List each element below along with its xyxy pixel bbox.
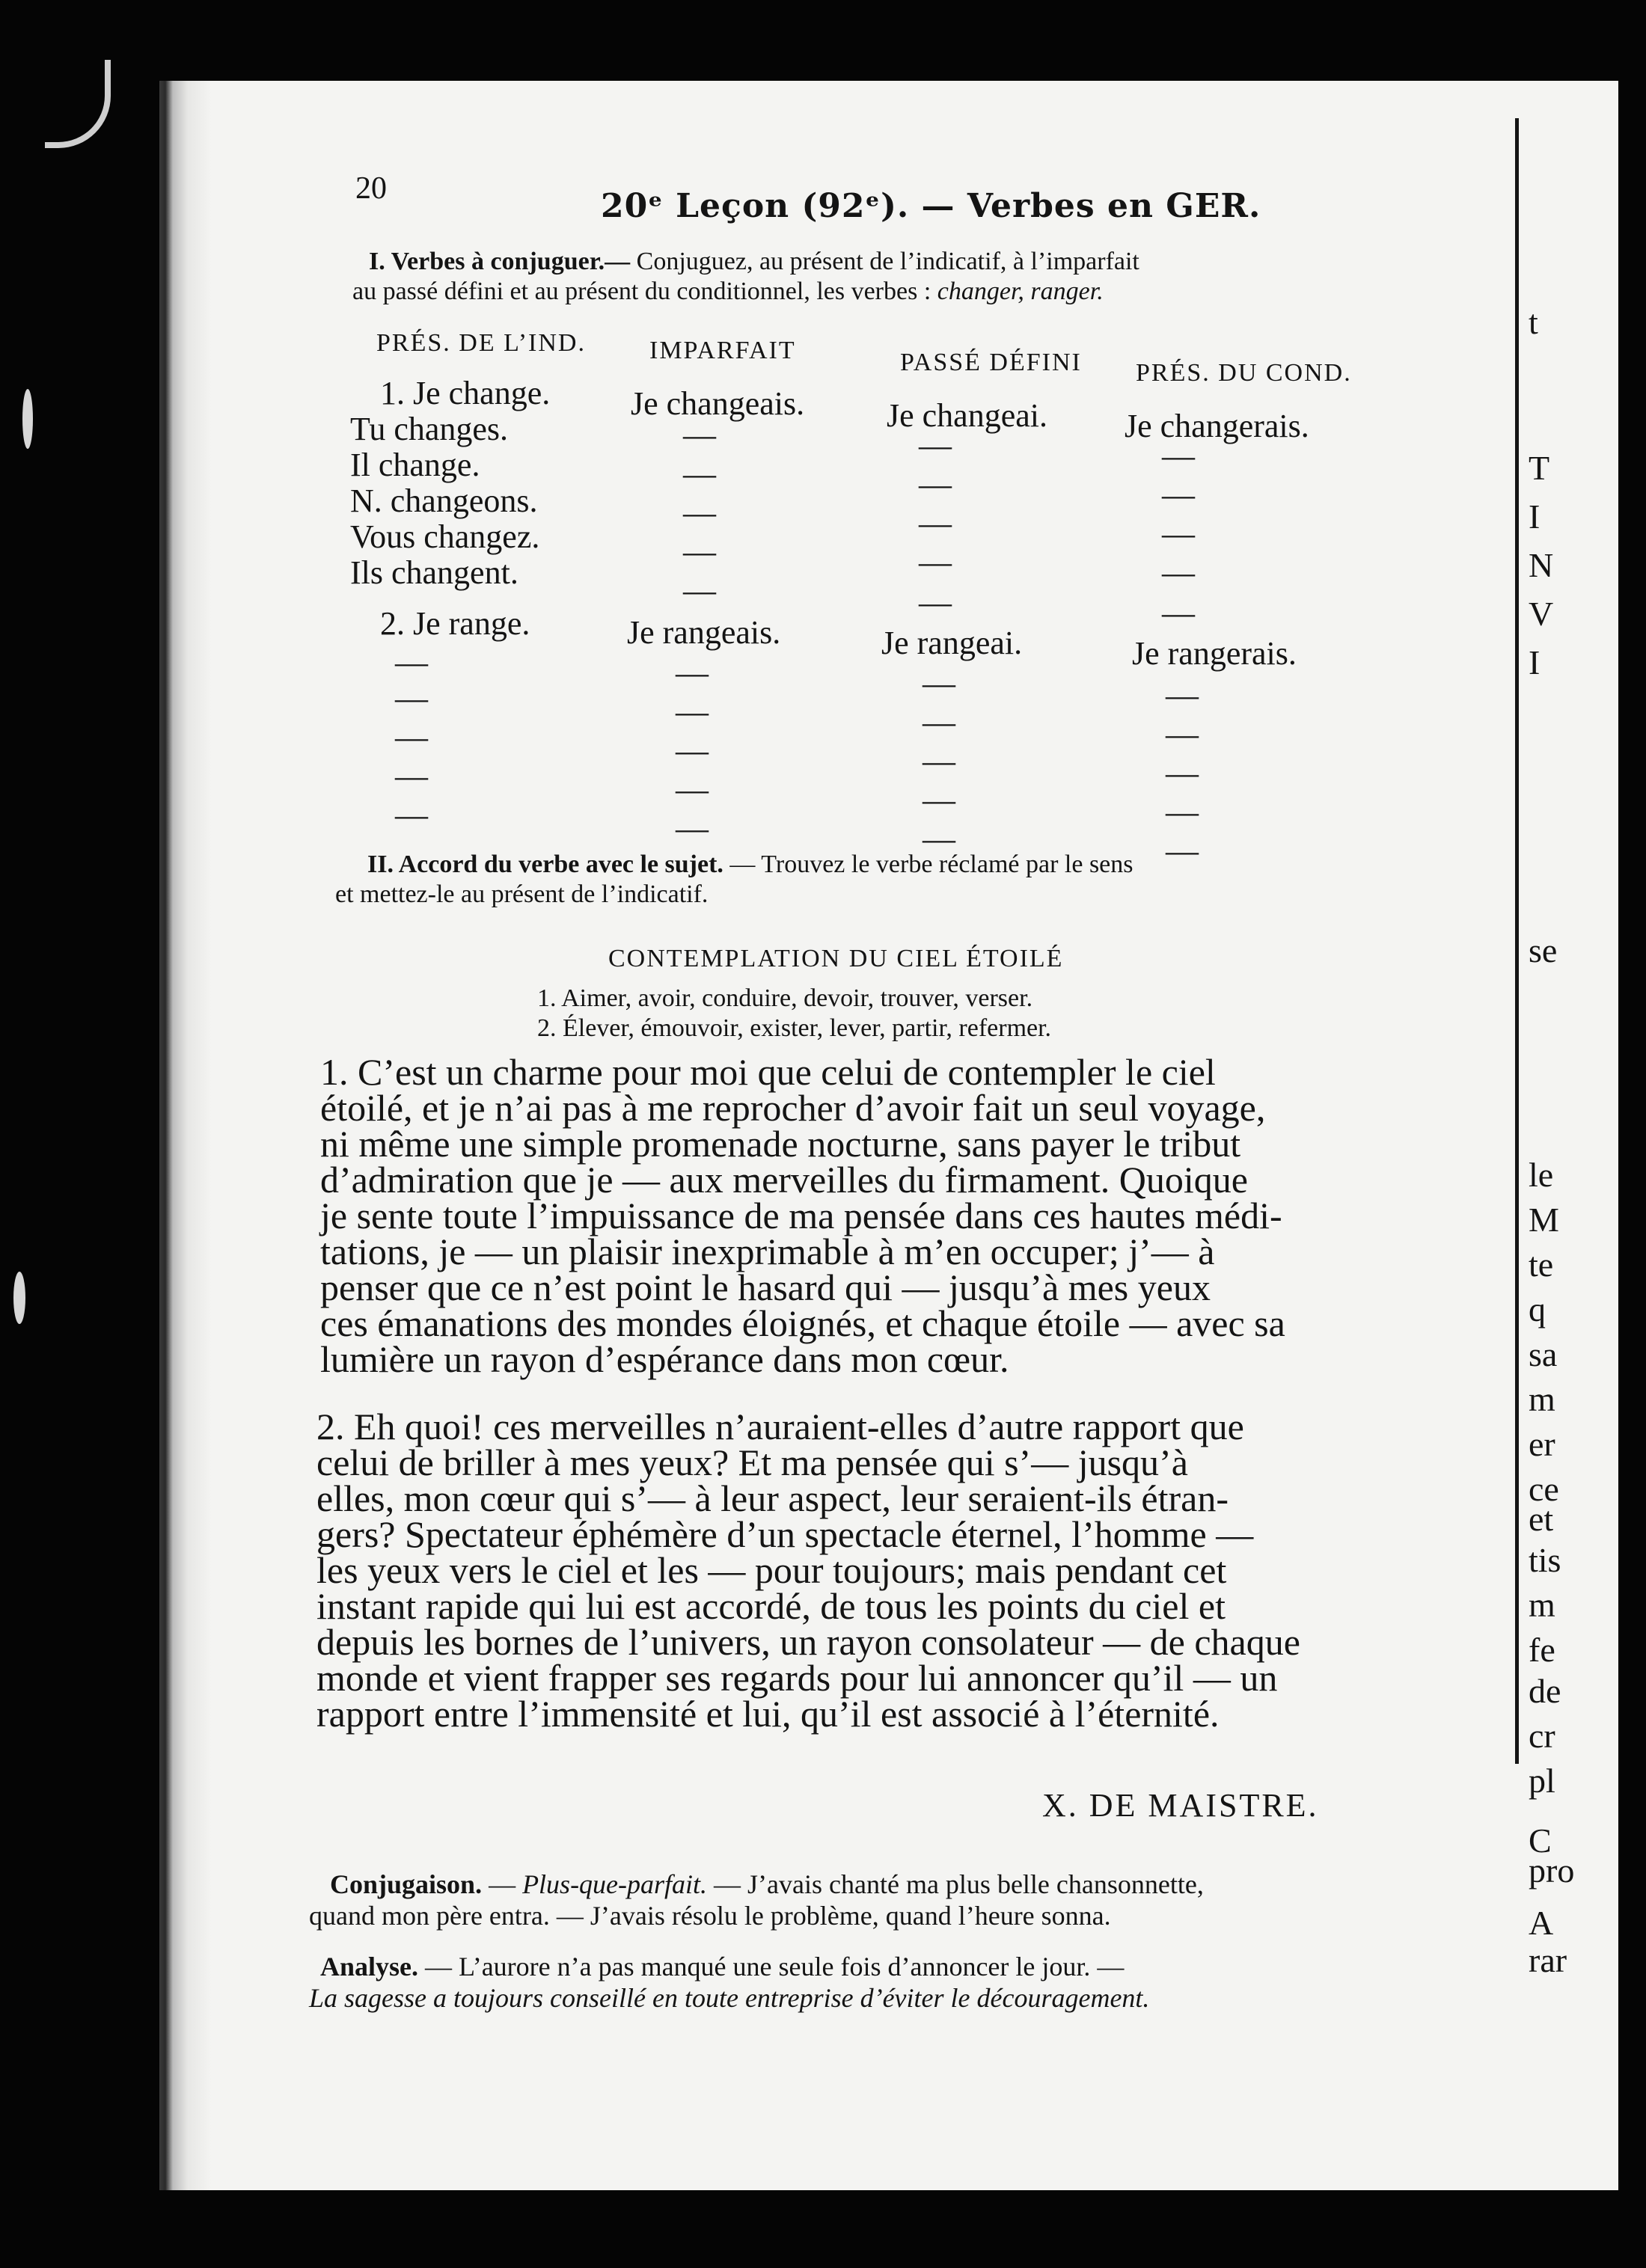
blank-dash: — xyxy=(676,771,709,808)
conj-ranger-cond: Je rangerais. xyxy=(1132,635,1297,672)
blank-dash: — xyxy=(1162,554,1195,591)
section2-line2: et mettez-le au présent de l’indicatif. xyxy=(335,880,709,908)
author: X. DE MAISTRE. xyxy=(1042,1787,1319,1824)
scan-artifact-mark xyxy=(13,1272,25,1324)
conj-changer-3: Il change. xyxy=(350,447,480,483)
facing-page-letter: t xyxy=(1529,303,1538,341)
page-binding-edge xyxy=(159,81,212,2190)
facing-page-letter: I xyxy=(1529,497,1541,536)
paragraph1-line: je sente toute l’impuissance de ma pensée dans ces hautes médi- xyxy=(320,1195,1282,1236)
paragraph2-line: depuis les bornes de l’univers, un rayon consolateur — de chaque xyxy=(316,1621,1300,1663)
facing-page-letter: I xyxy=(1529,643,1541,681)
blank-dash: — xyxy=(923,782,955,818)
paragraph1-line: penser que ce n’est point le hasard qui — jusqu’à mes yeux xyxy=(320,1266,1211,1308)
facing-page-letter: V xyxy=(1529,595,1554,633)
analyse-line1 xyxy=(320,1951,1124,1982)
running-head: 20ᵉ Leçon (92ᵉ). — Verbes en GER. xyxy=(601,187,1261,225)
facing-page-letter: er xyxy=(1529,1425,1555,1463)
facing-page-letter: A xyxy=(1529,1904,1554,1942)
facing-page-letter: N xyxy=(1529,546,1554,584)
blank-dash: — xyxy=(1166,755,1199,791)
conj-ranger-passe: Je rangeai. xyxy=(881,625,1023,661)
conj-changer-cond: Je changerais. xyxy=(1125,408,1309,444)
blank-dash: — xyxy=(395,758,428,794)
facing-page-letter: rar xyxy=(1529,1941,1567,1979)
blank-dash: — xyxy=(919,427,952,464)
conj-changer-2: Tu changes. xyxy=(350,411,509,447)
page-number: 20 xyxy=(355,171,387,206)
paragraph1-line: 1. C’est un charme pour moi que celui de contempler le ciel xyxy=(320,1051,1216,1093)
conjugaison-line2: quand mon père entra. — J’avais résolu le problème, quand l’heure sonna. xyxy=(309,1901,1111,1931)
paragraph2-line: les yeux vers le ciel et les — pour toujours; mais pendant cet xyxy=(316,1549,1227,1591)
exercise-title: CONTEMPLATION DU CIEL ÉTOILÉ xyxy=(608,945,1064,972)
paragraph2-line: celui de briller à mes yeux? Et ma pensée qui s’— jusqu’à xyxy=(316,1441,1188,1483)
facing-page-letter: cr xyxy=(1529,1717,1555,1755)
header-passe-defini: PASSÉ DÉFINI xyxy=(900,349,1082,376)
header-conditionnel: PRÉS. DU COND. xyxy=(1136,359,1352,387)
exercise-verbs-1: 1. Aimer, avoir, conduire, devoir, trouver, verser. xyxy=(537,984,1033,1012)
facing-page-letter: tis xyxy=(1529,1541,1561,1579)
blank-dash: — xyxy=(676,693,709,730)
blank-dash: — xyxy=(395,644,428,681)
facing-page-fragment xyxy=(1529,81,1618,2190)
conj-ranger-1: 2. Je range. xyxy=(380,605,530,642)
facing-page-letter: te xyxy=(1529,1245,1554,1284)
facing-page-letter: pl xyxy=(1529,1762,1555,1800)
facing-page-letter: C xyxy=(1529,1821,1552,1860)
section1-line2-text: au passé défini et au présent du conditionnel, les verbes : xyxy=(352,278,931,305)
paragraph1-line: étoilé, et je n’ai pas à me reprocher d’avoir fait un seul voyage, xyxy=(320,1087,1266,1129)
facing-page-letter: M xyxy=(1529,1201,1559,1239)
blank-dash: — xyxy=(919,505,952,542)
blank-dash: — xyxy=(683,417,716,453)
blank-dash: — xyxy=(919,466,952,503)
section2-line1 xyxy=(367,850,1133,880)
facing-page-letter: sa xyxy=(1529,1335,1558,1373)
section1-line1 xyxy=(369,247,1139,277)
section2-heading: II. Accord du verbe avec le sujet. xyxy=(367,851,723,878)
header-imparfait: IMPARFAIT xyxy=(649,337,796,364)
paragraph2-line: rapport entre l’immensité et lui, qu’il est associé à l’éternité. xyxy=(316,1693,1220,1735)
section1-line2 xyxy=(352,277,1104,307)
blank-dash: — xyxy=(1166,794,1199,830)
blank-dash: — xyxy=(1166,716,1199,753)
paragraph1-line: ces émanations des mondes éloignés, et chaque étoile — avec sa xyxy=(320,1302,1285,1344)
blank-dash: — xyxy=(1162,438,1195,474)
blank-dash: — xyxy=(395,797,428,833)
facing-page-letter: pro xyxy=(1529,1851,1575,1890)
conjugaison-line1-text: — J’avais chanté ma plus belle chansonnette, xyxy=(714,1869,1204,1899)
blank-dash: — xyxy=(923,821,955,857)
facing-page-letter: et xyxy=(1529,1500,1554,1538)
section1-heading: I. Verbes à conjuguer.— xyxy=(369,248,631,275)
facing-page-letter: q xyxy=(1529,1290,1546,1328)
section1-line1-text: Conjuguez, au présent de l’indicatif, à l’imparfait xyxy=(636,248,1139,275)
paragraph1-line: lumière un rayon d’espérance dans mon cœur. xyxy=(320,1338,1009,1380)
blank-dash: — xyxy=(1162,515,1195,552)
conj-changer-4: N. changeons. xyxy=(350,482,538,519)
paragraph1-line: d’admiration que je — aux merveilles du firmament. Quoique xyxy=(320,1159,1248,1201)
paragraph2-line: monde et vient frapper ses regards pour lui annoncer qu’il — un xyxy=(316,1657,1278,1699)
conjugaison-label: Conjugaison. xyxy=(330,1869,483,1899)
paragraph2-line: 2. Eh quoi! ces merveilles n’auraient-elles d’autre rapport que xyxy=(316,1406,1244,1447)
blank-dash: — xyxy=(923,665,955,702)
blank-dash: — xyxy=(395,719,428,756)
conj-changer-5: Vous changez. xyxy=(350,518,540,555)
facing-page-letter: le xyxy=(1529,1156,1554,1194)
analyse-label: Analyse. xyxy=(320,1952,419,1982)
facing-page-letter: T xyxy=(1529,449,1550,487)
conj-changer-imparfait: Je changeais. xyxy=(631,385,805,422)
blank-dash: — xyxy=(683,494,716,531)
paragraph2-line: instant rapide qui lui est accordé, de tous les points du ciel et xyxy=(316,1585,1226,1627)
blank-dash: — xyxy=(683,456,716,492)
scan-artifact-mark xyxy=(22,389,33,449)
analyse-line1-text: — L’aurore n’a pas manqué une seule fois d’annoncer le jour. — xyxy=(425,1952,1125,1982)
scan-artifact-curve xyxy=(45,60,111,148)
paragraph1-line: ni même une simple promenade nocturne, sans payer le tribut xyxy=(320,1123,1241,1165)
conjugaison-line1 xyxy=(330,1869,1204,1900)
blank-dash: — xyxy=(1162,476,1195,513)
blank-dash: — xyxy=(1162,595,1195,631)
header-present: PRÉS. DE L’IND. xyxy=(376,329,586,357)
facing-page-letter: de xyxy=(1529,1672,1561,1710)
conjugaison-tense: Plus-que-parfait. xyxy=(522,1869,708,1899)
facing-page-letter: fe xyxy=(1529,1631,1555,1669)
conj-ranger-imparfait: Je rangeais. xyxy=(627,614,781,651)
blank-dash: — xyxy=(683,533,716,570)
facing-page-letter: m xyxy=(1529,1380,1555,1418)
blank-dash: — xyxy=(676,810,709,847)
paragraph1-line: tations, je — un plaisir inexprimable à m’en occuper; j’— à xyxy=(320,1230,1215,1272)
facing-page-letter: se xyxy=(1529,931,1558,969)
conj-changer-6: Ils changent. xyxy=(350,554,518,591)
blank-dash: — xyxy=(1166,833,1199,869)
blank-dash: — xyxy=(923,704,955,741)
blank-dash: — xyxy=(395,680,428,717)
conj-changer-passe: Je changeai. xyxy=(887,397,1047,434)
facing-page-letter: m xyxy=(1529,1586,1555,1624)
section1-verbs: changer, ranger. xyxy=(937,278,1104,305)
blank-dash: — xyxy=(923,743,955,779)
section2-line1-text: — Trouvez le verbe réclamé par le sens xyxy=(729,851,1133,878)
book-page xyxy=(159,81,1618,2190)
facing-page-letter: ce xyxy=(1529,1470,1559,1508)
paragraph2-line: gers? Spectateur éphémère d’un spectacle éternel, l’homme — xyxy=(316,1513,1254,1555)
conj-changer-1: 1. Je change. xyxy=(380,375,551,411)
exercise-verbs-2: 2. Élever, émouvoir, exister, lever, partir, refermer. xyxy=(537,1014,1052,1042)
blank-dash: — xyxy=(683,572,716,609)
blank-dash: — xyxy=(919,544,952,580)
gutter-line xyxy=(1515,118,1519,1764)
analyse-line2: La sagesse a toujours conseillé en toute entreprise d’éviter le découragement. xyxy=(309,1983,1150,2013)
paragraph2-line: elles, mon cœur qui s’— à leur aspect, leur seraient-ils étran- xyxy=(316,1477,1229,1519)
blank-dash: — xyxy=(1166,677,1199,714)
conjugaison-separator: — xyxy=(482,1869,523,1899)
blank-dash: — xyxy=(676,655,709,691)
blank-dash: — xyxy=(919,584,952,621)
blank-dash: — xyxy=(676,732,709,769)
